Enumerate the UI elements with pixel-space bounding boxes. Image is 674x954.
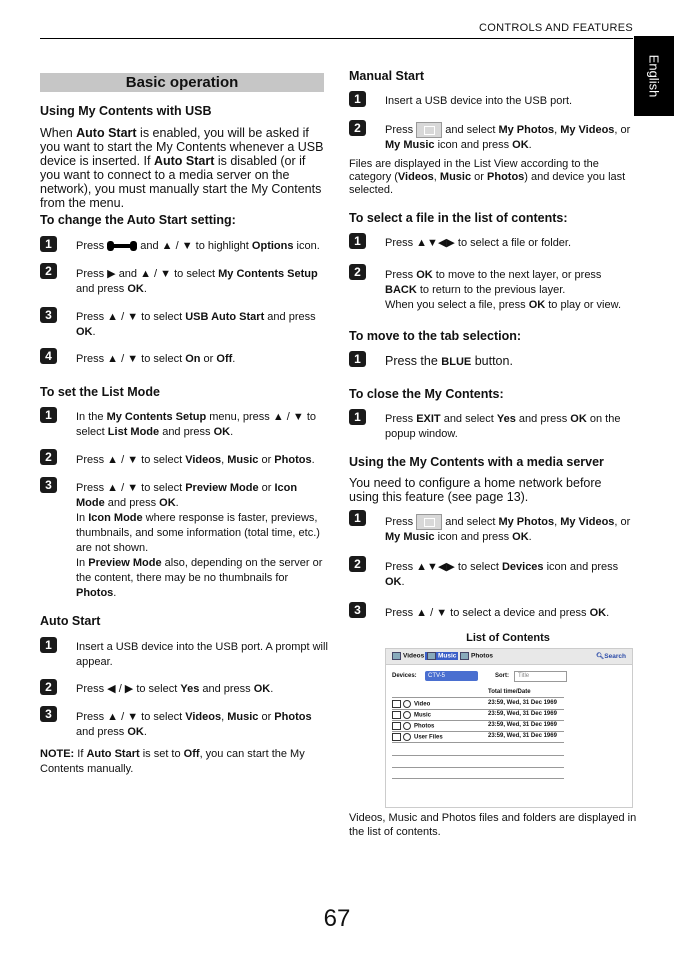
search-tab[interactable]: [596, 652, 626, 660]
list-item-name: Video: [414, 701, 431, 708]
tab-photos[interactable]: [460, 652, 493, 660]
language-tab-label: English: [646, 54, 662, 98]
tab-step: Press the BLUE button.: [385, 354, 513, 368]
list-item-date: 23:59, Wed, 31 Dec 1969: [488, 722, 557, 728]
select-step-1: Press ▲▼◀▶ to select a file or folder.: [385, 237, 572, 249]
tab-music[interactable]: [425, 652, 458, 660]
media-server-heading: Using the My Contents with a media server: [349, 455, 604, 469]
step-number-icon: 2: [40, 263, 57, 279]
folder-icon: [392, 711, 401, 719]
list-item[interactable]: [392, 722, 564, 730]
page-number: 67: [323, 905, 351, 932]
step-number-icon: 1: [349, 233, 366, 249]
step-number-icon: 2: [349, 120, 366, 136]
step-number-icon: 2: [349, 556, 366, 572]
close-step: Press EXIT and select Yes and press OK on the popup window.: [385, 413, 621, 440]
row-divider: [392, 742, 564, 743]
section-title: Basic operation: [40, 73, 324, 92]
server-step-3: Press ▲ / ▼ to select a device and press OK.: [385, 607, 610, 619]
row-divider: [392, 731, 564, 732]
step-number-icon: 2: [40, 449, 57, 465]
autostart-step-3: Press ▲ / ▼ to select Videos, Music or Photos and press OK.: [76, 711, 312, 738]
info-icon: [403, 700, 411, 708]
step-number-icon: 1: [349, 91, 366, 107]
manual-start-heading: Manual Start: [349, 69, 425, 83]
close-heading: To close the My Contents:: [349, 387, 504, 401]
home-icon: [416, 514, 442, 530]
row-divider: [392, 767, 564, 768]
folder-icon: [392, 700, 401, 708]
change-step-2: Press ▶ and ▲ / ▼ to select My Contents Setup and press OK.: [76, 268, 318, 295]
change-step-1: Press and ▲ / ▼ to highlight Options icon.: [76, 240, 320, 252]
column-header-date: Total time/Date: [488, 689, 531, 695]
change-autostart-heading: To change the Auto Start setting:: [40, 213, 236, 227]
header-rule: [40, 38, 633, 39]
media-server-intro: You need to configure a home network before using this feature (see page 13).: [349, 476, 602, 504]
select-step-2: Press OK to move to the next layer, or press BACK to return to the previous layer. When you select a file, press OK to play or view.: [385, 269, 622, 311]
tab-videos[interactable]: [392, 652, 424, 660]
step-number-icon: 1: [40, 236, 57, 252]
list-of-contents-screenshot: [385, 648, 633, 808]
search-icon: 🔍︎: [596, 653, 605, 660]
folder-icon: [392, 733, 401, 741]
step-number-icon: 3: [40, 706, 57, 722]
device-selector[interactable]: CTV-5: [425, 671, 478, 681]
sort-selector[interactable]: Title: [514, 671, 567, 682]
devices-label: Devices:: [392, 673, 417, 679]
files-paragraph: Files are displayed in the List View according to the category (Videos, Music or Photos) and device you last selected.: [349, 158, 626, 196]
wrench-icon: [107, 241, 137, 251]
list-item-date: 23:59, Wed, 31 Dec 1969: [488, 700, 557, 706]
list-item-date: 23:59, Wed, 31 Dec 1969: [488, 733, 557, 739]
note-text: NOTE: If Auto Start is set to Off, you can start the My Contents manually.: [40, 748, 305, 775]
videos-icon: [392, 652, 401, 660]
step-number-icon: 1: [349, 510, 366, 526]
tab-selection-heading: To move to the tab selection:: [349, 329, 522, 343]
list-item[interactable]: [392, 733, 564, 741]
listmode-step-1: In the My Contents Setup menu, press ▲ / ▼ to select List Mode and press OK.: [76, 411, 317, 438]
list-item-date: 23:59, Wed, 31 Dec 1969: [488, 711, 557, 717]
photos-icon: [460, 652, 469, 660]
step-number-icon: 2: [349, 264, 366, 280]
step-number-icon: 3: [349, 602, 366, 618]
search-label: Search: [604, 653, 626, 660]
sort-label: Sort:: [495, 673, 509, 679]
step-number-icon: 2: [40, 679, 57, 695]
step-number-icon: 1: [349, 409, 366, 425]
tab-music-label: Music: [438, 652, 457, 660]
music-icon: [427, 652, 436, 660]
server-step-1: Press and select My Photos, My Videos, or My Music icon and press OK.: [385, 515, 631, 543]
auto-start-heading: Auto Start: [40, 614, 101, 628]
list-caption: Videos, Music and Photos files and folders are displayed in the list of contents.: [349, 812, 637, 838]
select-file-heading: To select a file in the list of contents:: [349, 211, 568, 225]
list-item-name: User Files: [414, 734, 443, 741]
home-icon: [416, 122, 442, 138]
change-step-3: Press ▲ / ▼ to select USB Auto Start and press OK.: [76, 311, 316, 338]
info-icon: [403, 733, 411, 741]
folder-icon: [392, 722, 401, 730]
info-icon: [403, 722, 411, 730]
row-divider: [392, 755, 564, 756]
row-divider: [392, 720, 564, 721]
list-of-contents-title: List of Contents: [466, 632, 550, 644]
list-mode-heading: To set the List Mode: [40, 385, 160, 399]
listmode-step-3: Press ▲ / ▼ to select Preview Mode or Icon Mode and press OK. In Icon Mode where response is faster, previews, thumbnails, and some information (total time, etc.) are not shown. In Preview Mode also, depending on the server or the content, there may be no thumbnails for Photos.: [76, 482, 323, 599]
autostart-step-1: Insert a USB device into the USB port. A prompt will appear.: [76, 641, 328, 668]
running-header: CONTROLS AND FEATURES: [478, 22, 633, 34]
step-number-icon: 4: [40, 348, 57, 364]
list-item-name: Music: [414, 712, 432, 719]
step-number-icon: 1: [40, 407, 57, 423]
change-step-4: Press ▲ / ▼ to select On or Off.: [76, 353, 236, 365]
list-item-name: Photos: [414, 723, 435, 730]
intro-paragraph: When Auto Start is enabled, you will be asked if you want to start the My Contents whenever a USB device is inserted. If Auto Start is disabled (or if you want to connect to a media server on the network), you must manually start the My Contents from the menu.: [40, 126, 324, 210]
listmode-step-2: Press ▲ / ▼ to select Videos, Music or Photos.: [76, 454, 315, 466]
row-divider: [392, 709, 564, 710]
manual-step-2: Press and select My Photos, My Videos, or My Music icon and press OK.: [385, 123, 631, 151]
language-tab: [634, 36, 674, 116]
list-item[interactable]: [392, 700, 564, 708]
list-item[interactable]: [392, 711, 564, 719]
autostart-step-2: Press ◀ / ▶ to select Yes and press OK.: [76, 683, 274, 695]
step-number-icon: 3: [40, 307, 57, 323]
using-usb-heading: Using My Contents with USB: [40, 104, 212, 118]
row-divider: [392, 778, 564, 779]
tab-videos-label: Videos: [403, 652, 425, 660]
row-divider: [392, 697, 564, 698]
step-number-icon: 3: [40, 477, 57, 493]
manual-step-1: Insert a USB device into the USB port.: [385, 95, 573, 107]
server-step-2: Press ▲▼◀▶ to select Devices icon and press OK.: [385, 561, 619, 588]
info-icon: [403, 711, 411, 719]
step-number-icon: 1: [40, 637, 57, 653]
step-number-icon: 1: [349, 351, 366, 367]
tab-photos-label: Photos: [471, 652, 494, 660]
